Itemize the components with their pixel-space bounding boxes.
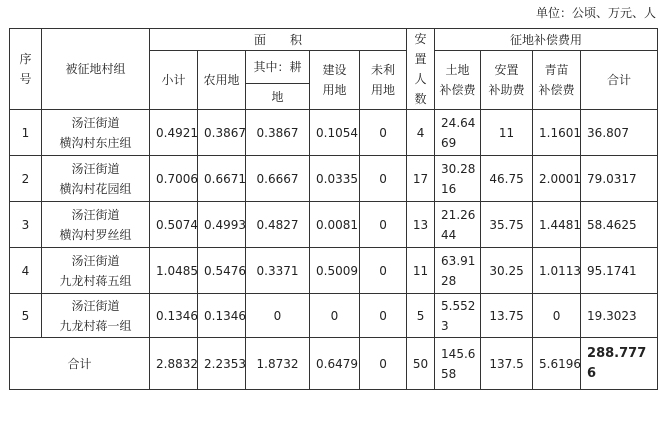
cell-subtotal: 0.5074 <box>150 202 198 248</box>
cell-subtotal: 0.7006 <box>150 156 198 202</box>
total-subtotal: 2.8832 <box>150 338 198 390</box>
cell-farmland: 0.3867 <box>198 110 246 156</box>
cell-farmland: 0.4993 <box>198 202 246 248</box>
cell-village: 汤汪街道 九龙村蒋五组 <box>42 248 150 294</box>
header-seq: 序 号 <box>10 29 42 110</box>
total-land-comp: 145.658 <box>435 338 481 390</box>
header-total: 合计 <box>581 51 658 110</box>
total-subsidy: 137.5 <box>481 338 533 390</box>
totals-label: 合计 <box>10 338 150 390</box>
header-area: 面 积 <box>150 29 407 51</box>
header-construction-land: 建设 用地 <box>310 51 360 110</box>
cell-land-comp: 21.2644 <box>435 202 481 248</box>
header-row-1 <box>10 29 658 51</box>
cell-total: 19.3023 <box>581 294 658 338</box>
cell-people: 13 <box>407 202 435 248</box>
table-row <box>10 156 658 202</box>
cell-land-comp: 5.5523 <box>435 294 481 338</box>
cell-cultivated: 0.3867 <box>246 110 310 156</box>
cell-cultivated: 0.3371 <box>246 248 310 294</box>
cell-crop: 0 <box>533 294 581 338</box>
cell-seq: 3 <box>10 202 42 248</box>
header-compensation: 征地补偿费用 <box>435 29 658 51</box>
header-resettle-subsidy: 安置 补助费 <box>481 51 533 110</box>
header-subtotal: 小计 <box>150 51 198 110</box>
header-of-which-cultivated-cont: 地 <box>246 84 310 110</box>
cell-subtotal: 1.0485 <box>150 248 198 294</box>
cell-people: 4 <box>407 110 435 156</box>
cell-total: 79.0317 <box>581 156 658 202</box>
unit-note: 单位：公顷、万元、人 <box>535 6 656 20</box>
cell-construction: 0.5009 <box>310 248 360 294</box>
cell-seq: 5 <box>10 294 42 338</box>
cell-farmland: 0.1346 <box>198 294 246 338</box>
cell-subsidy: 35.75 <box>481 202 533 248</box>
header-of-which-cultivated: 其中：耕 <box>246 51 310 84</box>
land-compensation-table <box>9 28 658 390</box>
cell-land-comp: 63.9128 <box>435 248 481 294</box>
cell-subtotal: 0.1346 <box>150 294 198 338</box>
header-village: 被征地村组 <box>42 29 150 110</box>
table-row <box>10 202 658 248</box>
cell-seq: 1 <box>10 110 42 156</box>
cell-unused: 0 <box>360 294 407 338</box>
table-row <box>10 110 658 156</box>
cell-total: 58.4625 <box>581 202 658 248</box>
total-people: 50 <box>407 338 435 390</box>
cell-unused: 0 <box>360 202 407 248</box>
cell-farmland: 0.6671 <box>198 156 246 202</box>
cell-crop: 1.4481 <box>533 202 581 248</box>
total-unused: 0 <box>360 338 407 390</box>
cell-total: 36.807 <box>581 110 658 156</box>
cell-cultivated: 0 <box>246 294 310 338</box>
header-farmland: 农用地 <box>198 51 246 110</box>
total-grand-total: 288.7776 <box>581 338 658 390</box>
total-farmland: 2.2353 <box>198 338 246 390</box>
cell-farmland: 0.5476 <box>198 248 246 294</box>
cell-subtotal: 0.4921 <box>150 110 198 156</box>
cell-seq: 4 <box>10 248 42 294</box>
cell-crop: 1.1601 <box>533 110 581 156</box>
cell-crop: 2.0001 <box>533 156 581 202</box>
cell-construction: 0.0081 <box>310 202 360 248</box>
cell-cultivated: 0.4827 <box>246 202 310 248</box>
cell-subsidy: 46.75 <box>481 156 533 202</box>
cell-people: 5 <box>407 294 435 338</box>
cell-construction: 0 <box>310 294 360 338</box>
cell-land-comp: 30.2816 <box>435 156 481 202</box>
cell-crop: 1.0113 <box>533 248 581 294</box>
cell-village: 汤汪街道 横沟村罗丝组 <box>42 202 150 248</box>
cell-unused: 0 <box>360 110 407 156</box>
total-cultivated: 1.8732 <box>246 338 310 390</box>
cell-subsidy: 30.25 <box>481 248 533 294</box>
cell-construction: 0.1054 <box>310 110 360 156</box>
cell-seq: 2 <box>10 156 42 202</box>
cell-unused: 0 <box>360 248 407 294</box>
table-row <box>10 294 658 338</box>
cell-subsidy: 11 <box>481 110 533 156</box>
cell-subsidy: 13.75 <box>481 294 533 338</box>
cell-construction: 0.0335 <box>310 156 360 202</box>
total-crop: 5.6196 <box>533 338 581 390</box>
header-land-compensation: 土地 补偿费 <box>435 51 481 110</box>
cell-land-comp: 24.6469 <box>435 110 481 156</box>
header-crop-compensation: 青苗 补偿费 <box>533 51 581 110</box>
totals-row <box>10 338 658 390</box>
cell-cultivated: 0.6667 <box>246 156 310 202</box>
cell-village: 汤汪街道 横沟村东庄组 <box>42 110 150 156</box>
cell-total: 95.1741 <box>581 248 658 294</box>
cell-village: 汤汪街道 横沟村花园组 <box>42 156 150 202</box>
total-construction: 0.6479 <box>310 338 360 390</box>
header-unused-land: 未利 用地 <box>360 51 407 110</box>
cell-people: 17 <box>407 156 435 202</box>
cell-unused: 0 <box>360 156 407 202</box>
cell-village: 汤汪街道 九龙村蒋一组 <box>42 294 150 338</box>
header-resettle-people: 安 置 人 数 <box>407 29 435 110</box>
table-row <box>10 248 658 294</box>
cell-people: 11 <box>407 248 435 294</box>
